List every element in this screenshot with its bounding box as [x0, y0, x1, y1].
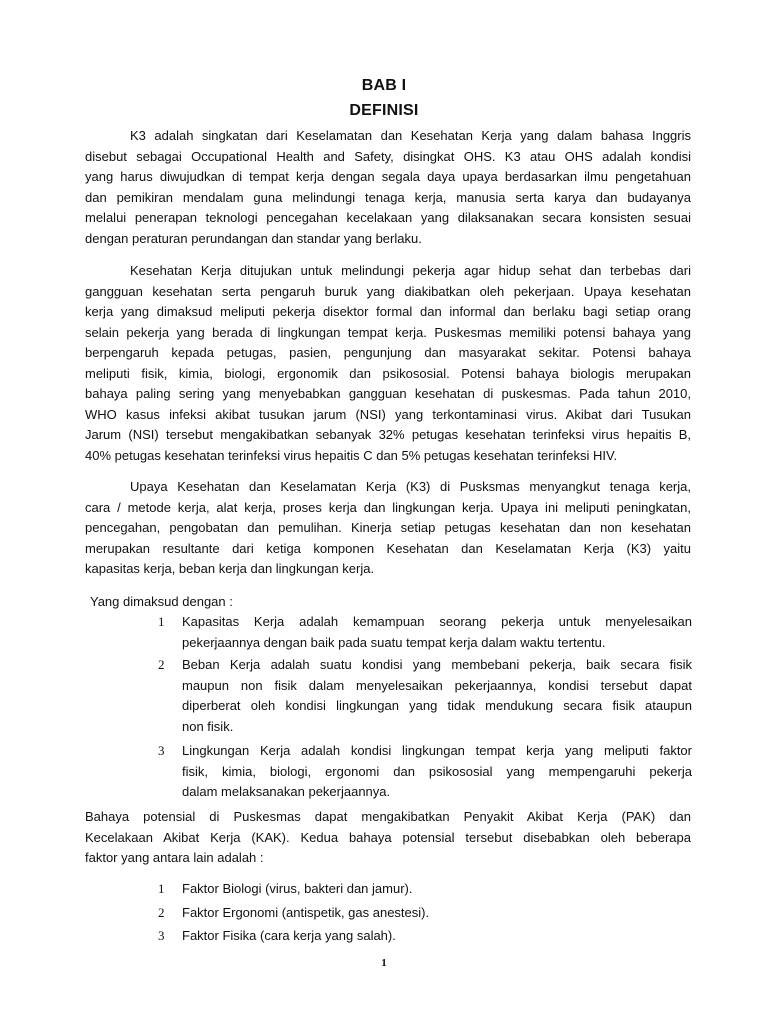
paragraph-line: cara / metode kerja, alat kerja, proses kerja dan lingkungan kerja. Upaya ini meliputi peningkatan, — [85, 499, 691, 515]
paragraph-line: meliputi fisik, kimia, biologi, ergonomik dan psikososial. Potensi bahaya biologis merupakan — [85, 365, 691, 381]
paragraph-line: Jarum (NSI) tersebut mengakibatkan sebanyak 32% petugas kesehatan terinfeksi virus hepaitis B, — [85, 427, 691, 442]
paragraph-line: 40% petugas kesehatan terinfeksi virus hepaitis C dan 5% petugas kesehatan terinfeksi HIV. — [85, 447, 618, 463]
paragraph-line: K3 adalah singkatan dari Keselamatan dan Kesehatan Kerja yang dalam bahasa Inggris — [130, 128, 691, 143]
definitions-intro: Yang dimaksud dengan : — [90, 594, 233, 609]
paragraph-k3-definition — [85, 126, 691, 249]
paragraph-line: berpengaruh kepada petugas, pasien, pengunjung dan masyarakat sekitar. Potensi bahaya — [85, 345, 691, 360]
chapter-heading: BAB I — [361, 77, 407, 94]
hazard-factor-text: Faktor Biologi (virus, bakteri dan jamur). — [182, 881, 413, 896]
definition-line: Beban Kerja adalah suatu kondisi yang membebani pekerja, baik secara fisik — [182, 657, 692, 672]
paragraph-line: Bahaya potensial di Puskesmas dapat mengakibatkan Penyakit Akibat Kerja (PAK) dan — [85, 809, 691, 824]
paragraph-line: merupakan resultante dari ketiga komponen Kesehatan dan Keselamatan Kerja (K3) yaitu — [85, 540, 691, 556]
paragraph-line: Upaya Kesehatan dan Keselamatan Kerja (K3) di Pusksmas menyangkut tenaga kerja, — [130, 479, 691, 494]
definition-line: dalam melaksanakan pekerjaannya. — [182, 784, 391, 799]
paragraph-line: melalui penerapan teknologi pencegahan kecelakaan yang dilaksanakan secara konsisten sesuai — [85, 210, 691, 225]
definition-item — [158, 741, 692, 803]
list-number: 3 — [158, 743, 165, 758]
hazard-factor-item — [158, 879, 692, 900]
list-number: 2 — [158, 905, 165, 920]
paragraph-line: Kecelakaan Akibat Kerja (KAK). Kedua bahaya potensial tersebut disebabkan oleh beberapa — [85, 829, 691, 845]
chapter-title: DEFINISI — [349, 102, 419, 119]
hazard-factor-text: Faktor Ergonomi (antispetik, gas anestesi). — [182, 905, 430, 920]
paragraph-k3-efforts — [85, 477, 691, 580]
paragraph-line: dengan peraturan perundangan dan standar yang berlaku. — [85, 230, 422, 246]
paragraph-line: yang harus diwujudkan di tempat kerja dengan segala daya upaya berdasarkan ilmu pengetahuan — [85, 169, 691, 184]
definition-item — [158, 612, 692, 653]
list-number: 3 — [158, 928, 165, 943]
hazard-factor-item — [158, 926, 692, 947]
definition-line: pekerjaannya dengan baik pada suatu tempat kerja dalam waktu tertentu. — [182, 634, 606, 650]
paragraph-line: kapasitas kerja, beban kerja dan lingkungan kerja. — [85, 561, 375, 576]
paragraph-line: WHO kasus infeksi akibat tusukan jarum (NSI) yang terkontaminasi virus. Akibat dari Tusukan — [85, 406, 691, 422]
paragraph-line: pencegahan, pengobatan dan pemulihan. Kinerja setiap petugas kesehatan dan non kesehatan — [85, 520, 691, 535]
page-number: 1 — [381, 957, 387, 969]
paragraph-occupational-health — [85, 261, 691, 466]
definition-line: Lingkungan Kerja adalah kondisi lingkungan tempat kerja yang meliputi faktor — [182, 743, 692, 758]
paragraph-line: gangguan kesehatan serta pengaruh buruk yang diakibatkan oleh pekerjaan. Upaya kesehatan — [85, 283, 691, 299]
paragraph-line: bahaya paling sering yang menyebabkan gangguan kesehatan di puskesmas. Pada tahun 2010, — [85, 386, 691, 401]
list-number: 1 — [158, 881, 165, 896]
list-number: 2 — [158, 657, 165, 672]
paragraph-line: Kesehatan Kerja ditujukan untuk melindungi pekerja agar hidup sehat dan terbebas dari — [130, 263, 691, 278]
definition-line: maupun non fisik dalam menyelesaikan pekerjaannya, kondisi tersebut dapat — [182, 677, 692, 693]
definition-line: diperberat oleh kondisi lingkungan yang tidak mendukung secara fisik ataupun — [182, 698, 692, 713]
definition-item — [158, 655, 692, 737]
list-number: 1 — [158, 614, 165, 629]
hazard-factor-text: Faktor Fisika (cara kerja yang salah). — [182, 928, 396, 943]
paragraph-line: kerja yang dimaksud meliputi pekerja disektor formal dan informal dan berlaku bagi setiap orang — [85, 304, 691, 319]
hazard-factor-item — [158, 903, 692, 924]
definition-line: fisik, kimia, biologi, ergonomi dan psikososial yang mempengaruhi pekerja — [182, 763, 692, 779]
paragraph-line: faktor yang antara lain adalah : — [85, 850, 264, 865]
paragraph-line: dan pemikiran mendalam guna melindungi tenaga kerja, manusia serta karya dan budayanya — [85, 189, 691, 205]
paragraph-line: disebut sebagai Occupational Health and Safety, disingkat OHS. K3 atau OHS adalah kondisi — [85, 148, 691, 164]
definition-line: non fisik. — [182, 718, 234, 734]
definition-line: Kapasitas Kerja adalah kemampuan seorang pekerja untuk menyelesaikan — [182, 614, 692, 629]
paragraph-potential-hazards — [85, 807, 691, 869]
paragraph-line: selain pekerja yang berada di lingkungan tempat kerja. Puskesmas memiliki potensi bahaya yang — [85, 324, 691, 340]
